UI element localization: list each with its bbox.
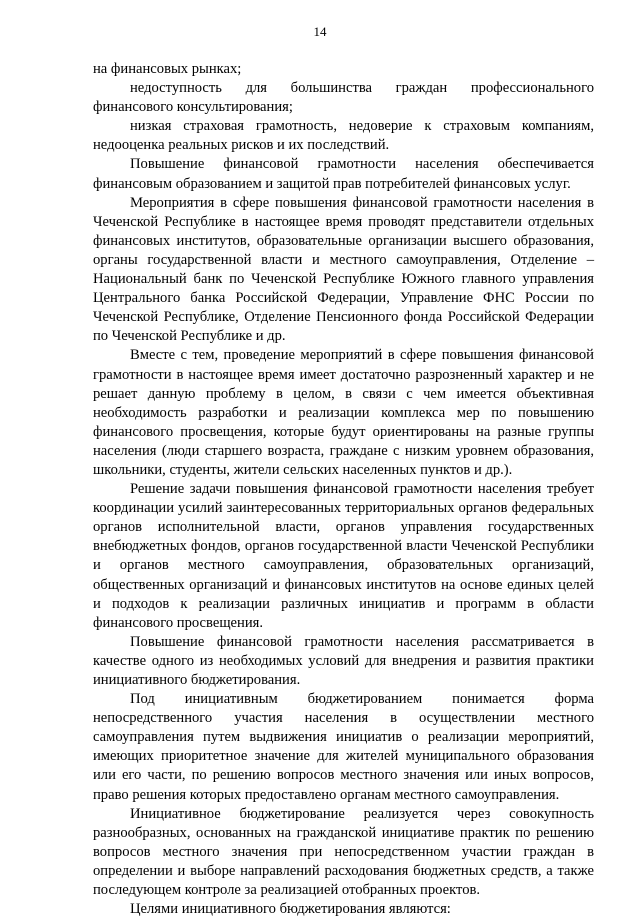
paragraph-continuation: на финансовых рынках; — [93, 61, 242, 77]
document-body — [93, 60, 594, 919]
paragraph: Повышение финансовой грамотности населения рассматривается в качестве одного из необходимых условий для внедрения и развития практики инициативного бюджетирования. — [93, 633, 594, 688]
paragraph: Целями инициативного бюджетирования являются: — [130, 901, 451, 918]
paragraph: Вместе с тем, проведение мероприятий в сфере повышения финансовой грамотности в настоящее время имеет достаточно разрозненный характер и не решает данную проблему в целом, в связи с чем имеется объективная необходимость разработки и реализации комплекса мер по повышению финансового просвещения, которые будут ориентированы на разные группы населения (люди старшего возраста, граждане с низким уровнем образования, школьники, студенты, жители сельских населенных пунктов и др.). — [93, 347, 594, 478]
page-number: 14 — [313, 24, 327, 39]
paragraph: Под инициативным бюджетированием понимается форма непосредственного участия населения в осуществлении местного самоуправления путем выдвижения инициатив о реализации мероприятий, имеющих приоритетное значение для жителей муниципального образования или его части, по решению вопросов местного значения или иных вопросов, право решения которых предоставлено органам местного самоуправления. — [93, 691, 594, 803]
paragraph: Инициативное бюджетирование реализуется через совокупность разнообразных, основанных на гражданской инициативе практик по решению вопросов местного значения при непосредственном участии граждан в определении и выборе направлений расходования бюджетных средств, а также последующем контроле за реализацией отобранных проектов. — [93, 805, 594, 899]
paragraph: недоступность для большинства граждан профессионального финансового консультирования; — [93, 80, 594, 116]
paragraph: Мероприятия в сфере повышения финансовой грамотности населения в Чеченской Республике в настоящее время проводят представители отдельных финансовых институтов, образовательные организации высшего образования, органы государственной власти и местного самоуправления, Отделение – Национальный банк по Чеченской Республике Южного главного управления Центрального банка Российской Федерации, Управление ФНС России по Чеченской Республике, Отделение Пенсионного фонда Российской Федерации по Чеченской Республике и др. — [93, 194, 594, 345]
paragraph: Повышение финансовой грамотности населения обеспечивается финансовым образованием и защитой прав потребителей финансовых услуг. — [93, 156, 594, 192]
paragraph: низкая страховая грамотность, недоверие к страховым компаниям, недооценка реальных рисков и их последствий. — [93, 118, 594, 154]
paragraph: Решение задачи повышения финансовой грамотности населения требует координации усилий заинтересованных территориальных органов федеральных органов исполнительной власти, органов управления государственных внебюджетных фондов, органов государственной власти Чеченской Республики и органов местного самоуправления, образовательных организаций, общественных организаций и финансовых институтов на основе единых целей и подходов к реализации различных инициатив и программ в области финансового просвещения. — [93, 481, 594, 631]
